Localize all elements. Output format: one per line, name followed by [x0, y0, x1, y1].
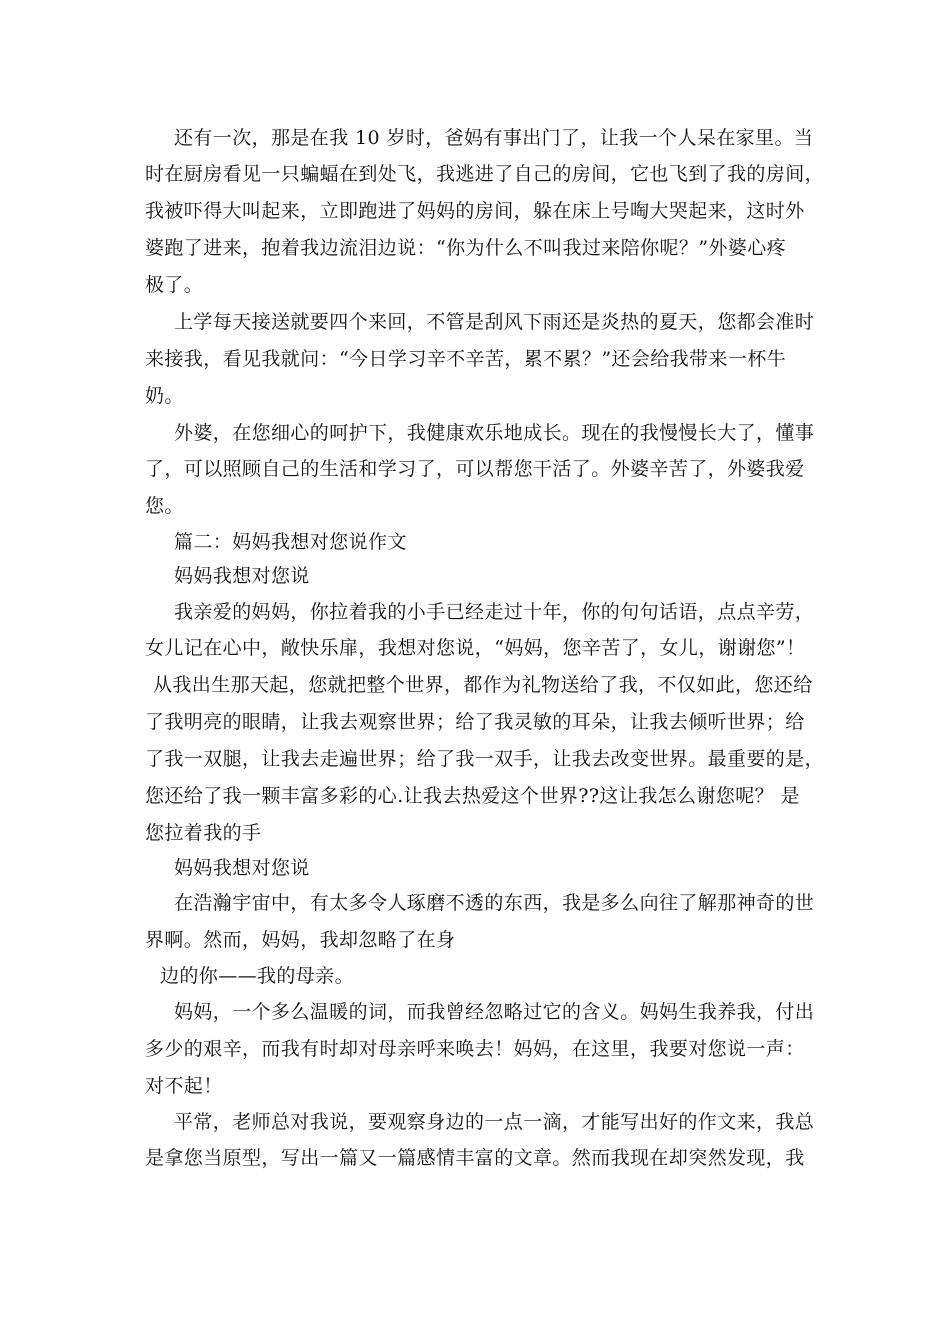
text-line: 多少的艰辛，而我有时却对母亲呼来唤去！妈妈，在这里，我要对您说一声： [145, 1038, 805, 1060]
text-line: 了，可以照顾自己的生活和学习了，可以帮您干活了。外婆辛苦了，外婆我爱 [145, 458, 805, 480]
text-line: 您还给了我一颗丰富多彩的心.让我去热爱这个世界??这让我怎么谢您呢？ 是 [145, 785, 800, 807]
text-line: 了我明亮的眼睛，让我去观察世界；给了我灵敏的耳朵，让我去倾听世界；给 [145, 711, 805, 733]
text-line: 我被吓得大叫起来，立即跑进了妈妈的房间，躲在床上号啕大哭起来，这时外 [145, 200, 805, 222]
text-line: 外婆，在您细心的呵护下，我健康欢乐地成长。现在的我慢慢长大了，懂事 [174, 422, 815, 444]
text-line: 来接我，看见我就问：“今日学习辛不辛苦，累不累？”还会给我带来一杯牛 [145, 348, 787, 370]
text-line: 在浩瀚宇宙中，有太多令人琢磨不透的东西，我是多么向往了解那神奇的世 [174, 892, 815, 914]
text-line: 奶。 [145, 385, 184, 407]
text-line: 女儿记在心中，敞快乐扉，我想对您说，“妈妈，您辛苦了，女儿，谢谢您”！ [145, 637, 806, 659]
article-title: 妈妈我想对您说 [174, 565, 310, 587]
article-title: 妈妈我想对您说 [174, 857, 310, 879]
text-line: 您。 [145, 495, 184, 517]
text-line: 上学每天接送就要四个来回，不管是刮风下雨还是炎热的夏天，您都会准时 [174, 311, 815, 333]
text-line: 妈妈，一个多么温暖的词，而我曾经忽略过它的含义。妈妈生我养我，付出 [174, 1001, 815, 1023]
text-line: 时在厨房看见一只蝙蝠在到处飞，我逃进了自己的房间，它也飞到了我的房间， [145, 163, 825, 185]
text-line: 对不起！ [145, 1075, 223, 1097]
text-line: 婆跑了进来，抱着我边流泪边说：“你为什么不叫我过来陪你呢？”外婆心疼 [145, 237, 787, 259]
text-line: 我亲爱的妈妈，你拉着我的小手已经走过十年，你的句句话语，点点辛劳， [174, 601, 815, 623]
text-line: 界啊。然而，妈妈，我却忽略了在身 [145, 929, 456, 951]
text-line: 您拉着我的手 [145, 822, 262, 844]
text-line: 了我一双腿，让我去走遍世界；给了我一双手，让我去改变世界。最重要的是， [145, 748, 825, 770]
text-line: 极了。 [145, 274, 204, 296]
text-line: 边的你——我的母亲。 [160, 965, 355, 987]
text-line: 是拿您当原型，写出一篇又一篇感情丰富的文章。然而我现在却突然发现，我 [145, 1147, 805, 1169]
text-line: 还有一次，那是在我 10 岁时，爸妈有事出门了，让我一个人呆在家里。当 [174, 127, 814, 149]
section-heading: 篇二：妈妈我想对您说作文 [174, 531, 407, 553]
text-line: 从我出生那天起，您就把整个世界，都作为礼物送给了我，不仅如此，您还给 [153, 674, 813, 696]
text-line: 平常，老师总对我说，要观察身边的一点一滴，才能写出好的作文来，我总 [174, 1111, 815, 1133]
